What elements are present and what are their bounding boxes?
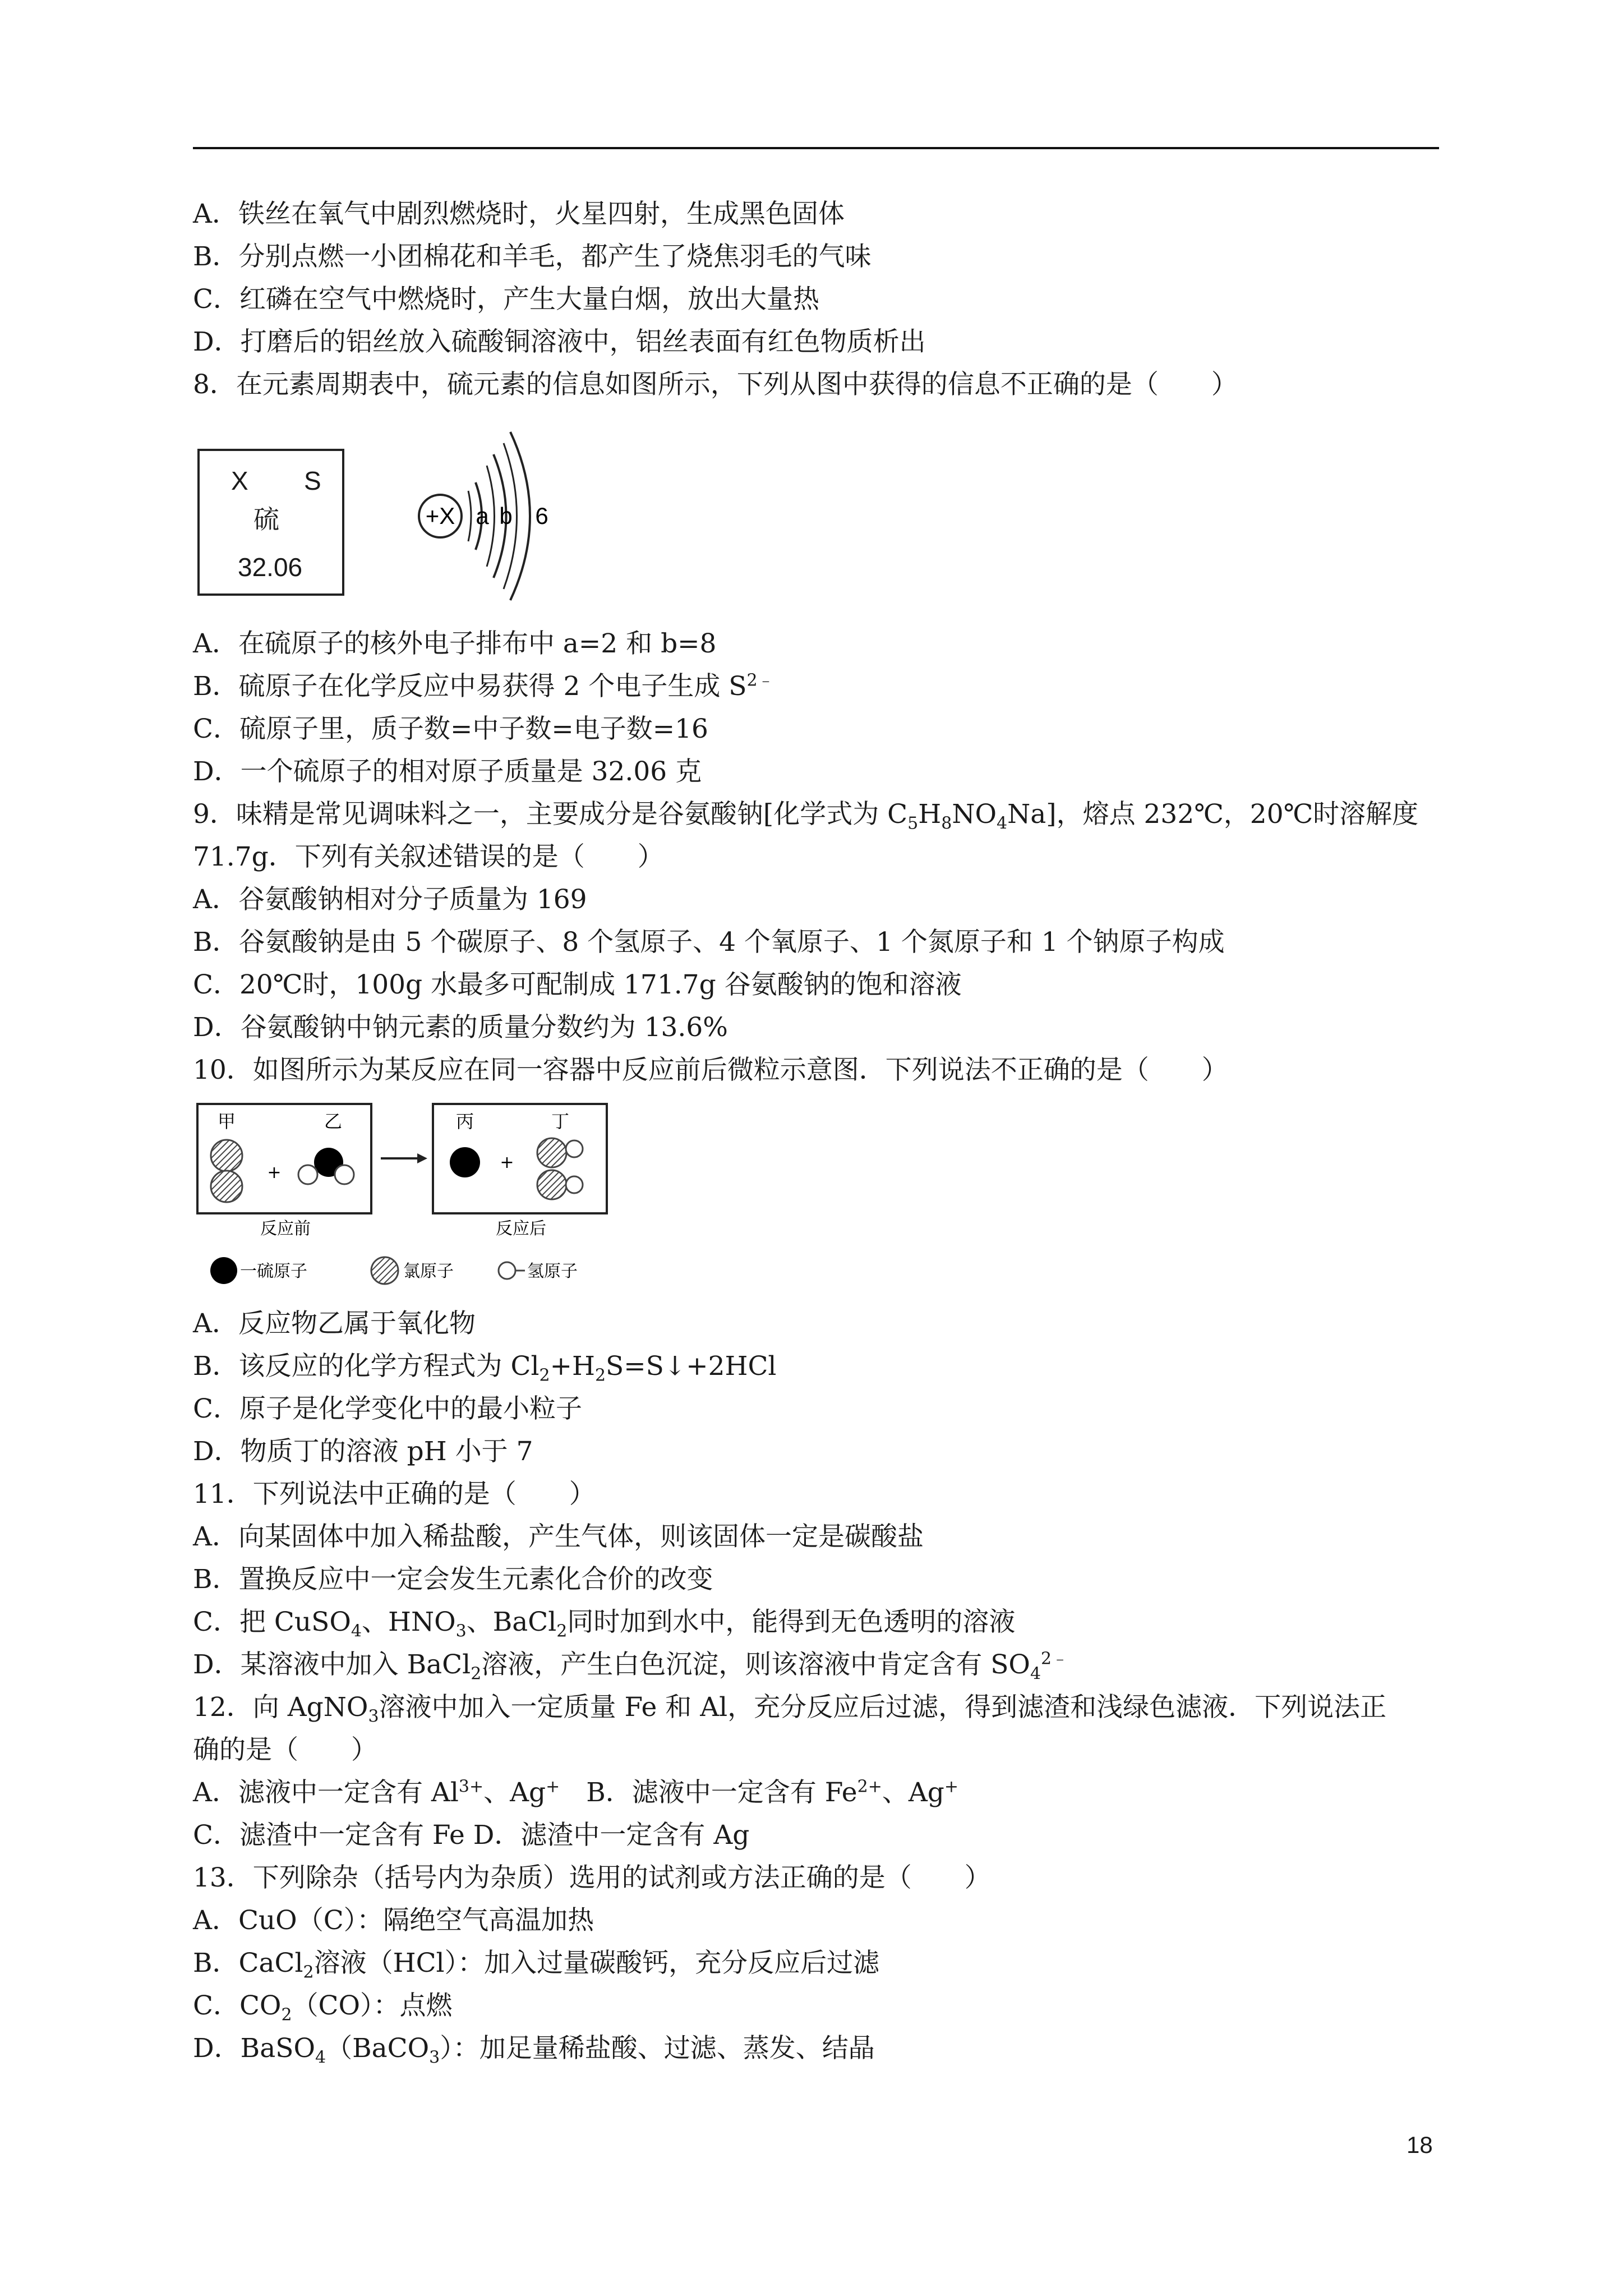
legend-hydrogen-swatch (499, 1262, 515, 1279)
sulfur-atom (450, 1147, 480, 1177)
hydrogen-atom (335, 1165, 354, 1184)
q11-option-c: C．把 CuSO$_4$、$HNO_3$、BaCl$_2$同时加到水中，能得到无色透明的溶液 (193, 1607, 1016, 1641)
q12-stem-line2: 确的是（ ） (193, 1734, 377, 1765)
chlorine-atom (211, 1140, 242, 1171)
nucleus-charge: +X (425, 503, 455, 529)
hydrogen-atom (566, 1176, 583, 1193)
chlorine-atom (537, 1138, 566, 1167)
q9-option-d: D．谷氨酸钠中钠元素的质量分数约为 13.6% (193, 1012, 728, 1043)
q13-option-c: C．$CO_2(CO)$：点燃 (193, 1990, 453, 2025)
label-after: 反应后 (496, 1219, 546, 1239)
q13-option-b: B．CaCl$_2$溶液（HCl）：加入过量碳酸钙，充分反应后过滤 (193, 1948, 880, 1982)
q7-option-c: C．红磷在空气中燃烧时，产生大量白烟，放出大量热 (193, 284, 819, 315)
legend-sulfur: 一硫原子 (240, 1262, 307, 1281)
q13-stem: 13．下列除杂（括号内为杂质）选用的试剂或方法正确的是（ ） (193, 1862, 991, 1893)
label-ding: 丁 (551, 1111, 570, 1132)
reaction-diagram (193, 1099, 619, 1290)
q7-option-b: B．分别点燃一小团棉花和羊毛，都产生了烧焦羽毛的气味 (193, 241, 872, 272)
q9-stem-line1: 9．味精是常见调味料之一，主要成分是谷氨酸钠[化学式为 $C_5H_8NO_4Na$]，熔点 232℃，20℃时溶解度 (193, 799, 1419, 834)
label-bing: 丙 (455, 1111, 474, 1132)
element-info-box (197, 449, 344, 596)
atomic-number: X (231, 466, 248, 495)
q8-option-c: C．硫原子里，质子数=中子数=电子数=16 (193, 714, 708, 744)
atomic-mass: 32.06 (238, 553, 303, 582)
hydrogen-atom (566, 1140, 583, 1157)
legend-chlorine: 氯原子 (403, 1262, 454, 1281)
shell-2-electrons: b (499, 503, 513, 529)
q10-option-b: B．该反应的化学方程式为 $Cl_2+H_2S=S↓+2HCl$ (193, 1351, 777, 1386)
q10-stem: 10．如图所示为某反应在同一容器中反应前后微粒示意图．下列说法不正确的是（ ） (193, 1055, 1228, 1085)
q8-option-a: A．在硫原子的核外电子排布中 a=2 和 b=8 (193, 628, 717, 659)
q12-options-ab: A．滤液中一定含有 $Al^{3+}$、Ag+ B．滤液中一定含有 $Fe^{2+}$、Ag+ (193, 1777, 959, 1808)
q10-option-a: A．反应物乙属于氧化物 (193, 1308, 476, 1339)
q11-option-d: D．某溶液中加入 BaCl$_2$溶液，产生白色沉淀，则该溶液中肯定含有 $SO_4^{2﹣}$ (193, 1649, 1069, 1684)
plus-sign: + (500, 1153, 514, 1172)
label-jia: 甲 (217, 1111, 236, 1132)
q11-option-b: B．置换反应中一定会发生元素化合价的改变 (193, 1564, 713, 1595)
shell-arc-1b (468, 491, 471, 541)
q9-stem-line2: 71.7g．下列有关叙述错误的是（ ） (193, 841, 664, 872)
q8-option-b: B．硫原子在化学反应中易获得 2 个电子生成 $S^{2﹣}$ (193, 670, 774, 702)
legend-sulfur-swatch (210, 1257, 237, 1284)
page-number: 18 (1407, 2132, 1433, 2158)
label-yi: 乙 (324, 1111, 343, 1132)
q10-option-c: C．原子是化学变化中的最小粒子 (193, 1393, 582, 1424)
shell-3-electrons: 6 (535, 503, 548, 529)
q13-option-a: A．CuO（C）：隔绝空气高温加热 (193, 1905, 594, 1936)
element-name: 硫 (253, 504, 279, 535)
shell-1-electrons: a (476, 503, 489, 529)
q9-option-c: C．20℃时，100g 水最多可配制成 171.7g 谷氨酸钠的饱和溶液 (193, 969, 962, 1000)
q12-options-cd: C．滤渣中一定含有 Fe D．滤渣中一定含有 Ag (193, 1820, 750, 1851)
q7-option-a: A．铁丝在氧气中剧烈燃烧时，火星四射，生成黑色固体 (193, 199, 845, 229)
shell-arc-3 (510, 432, 530, 600)
legend-chlorine-swatch (371, 1257, 398, 1284)
q7-option-d: D．打磨后的铝丝放入硫酸铜溶液中，铝丝表面有红色物质析出 (193, 326, 926, 357)
q11-stem: 11．下列说法中正确的是（ ） (193, 1479, 596, 1510)
arrow-head (417, 1153, 427, 1163)
element-symbol: S (304, 466, 321, 495)
q9-option-a: A．谷氨酸钠相对分子质量为 169 (193, 884, 587, 915)
q10-option-d: D．物质丁的溶液 pH 小于 7 (193, 1436, 533, 1467)
chlorine-atom (537, 1170, 566, 1199)
label-before: 反应前 (260, 1219, 311, 1239)
q8-option-d: D．一个硫原子的相对原子质量是 32.06 克 (193, 756, 702, 787)
plus-sign: + (267, 1163, 282, 1182)
header-rule (193, 147, 1439, 149)
atom-structure-diagram (409, 421, 566, 611)
q9-option-b: B．谷氨酸钠是由 5 个碳原子、8 个氢原子、4 个氧原子、1 个氮原子和 1 个钠原子构成 (193, 927, 1225, 958)
legend-hydrogen: 氢原子 (527, 1262, 578, 1281)
q13-option-d: D．BaSO$_4$（BaCO$_3$）：加足量稀盐酸、过滤、蒸发、结晶 (193, 2033, 875, 2068)
hydrogen-atom (298, 1165, 317, 1184)
q12-stem-line1: 12．向 AgNO$_3$溶液中加入一定质量 Fe 和 Al，充分反应后过滤，得到滤渣和浅绿色滤液．下列说法正 (193, 1692, 1387, 1727)
q8-stem: 8．在元素周期表中，硫元素的信息如图所示，下列从图中获得的信息不正确的是（ ） (193, 369, 1238, 400)
q11-option-a: A．向某固体中加入稀盐酸，产生气体，则该固体一定是碳酸盐 (193, 1521, 924, 1552)
chlorine-atom (211, 1171, 242, 1202)
